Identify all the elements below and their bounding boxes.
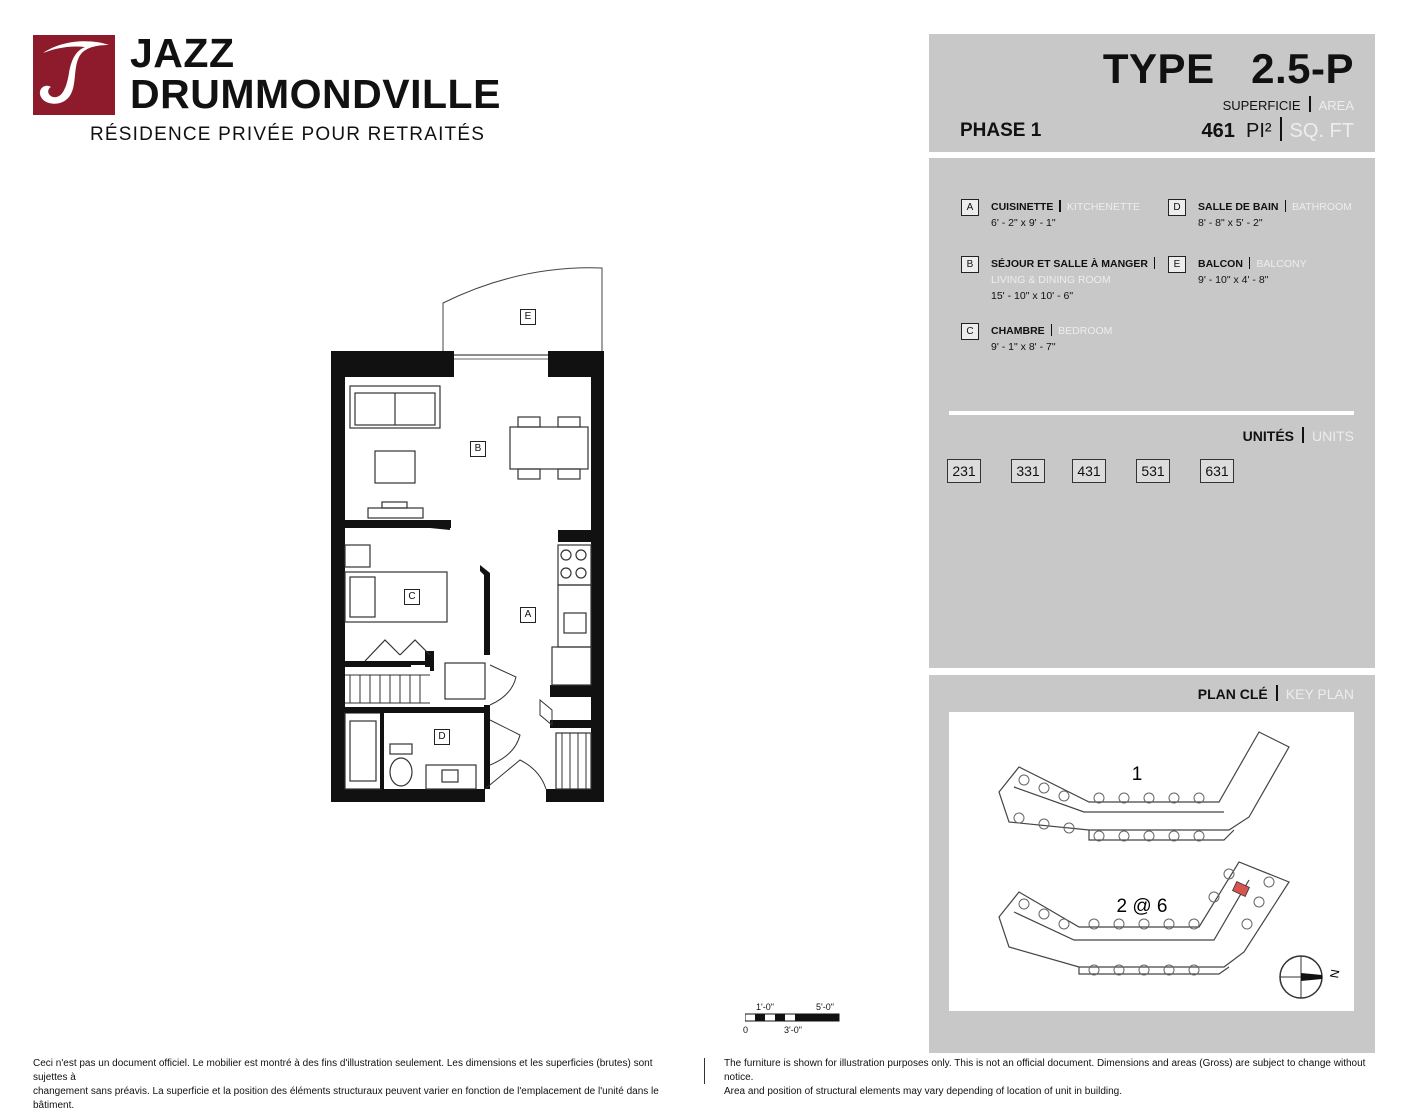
room-dims: 15' - 10" x 10' - 6"	[991, 290, 1074, 302]
room-name-fr: CUISINETTE	[991, 201, 1054, 213]
room-dims: 6' - 2" x 9' - 1"	[991, 217, 1056, 229]
scale-label: 1'-0"	[756, 1002, 774, 1012]
unit-number[interactable]: 331	[1011, 459, 1045, 483]
room-letter: C	[961, 323, 979, 340]
logo-mark	[33, 35, 115, 115]
building-2-outline	[999, 862, 1289, 974]
unit-type-title	[1103, 44, 1354, 94]
svg-text:N: N	[1327, 968, 1343, 980]
keyplan-label-en: KEY PLAN	[1285, 686, 1354, 702]
room-name-fr: SALLE DE BAIN	[1198, 201, 1279, 213]
room-dims: 9' - 10" x 4' - 8"	[1198, 274, 1269, 286]
keyplan-label-fr: PLAN CLÉ	[1197, 686, 1268, 702]
logo-name-line1: JAZZ	[130, 30, 235, 76]
unit-number[interactable]: 231	[947, 459, 981, 483]
plan-label-a: A	[520, 607, 536, 623]
plan-label-c: C	[404, 589, 420, 605]
area-value: 461	[1201, 120, 1235, 142]
room-name-en: KITCHENETTE	[1066, 201, 1140, 213]
area-label-en: AREA	[1318, 98, 1354, 113]
divider	[1280, 117, 1282, 141]
footer-divider	[704, 1058, 705, 1084]
phase-label: PHASE 1	[960, 120, 1042, 141]
unit-number[interactable]: 631	[1200, 459, 1234, 483]
room-letter: A	[961, 199, 979, 216]
room-name-en: BEDROOM	[1058, 325, 1113, 337]
room-dims: 9' - 1" x 8' - 7"	[991, 341, 1056, 353]
area-value-row	[1201, 117, 1354, 144]
area-unit-fr: PI²	[1245, 120, 1272, 142]
building-1-label: 1	[1131, 764, 1143, 785]
unit-number[interactable]: 531	[1136, 459, 1170, 483]
room-name-fr: SÉJOUR ET SALLE À MANGER	[991, 258, 1148, 270]
keyplan-svg	[949, 712, 1354, 1011]
area-label	[1223, 96, 1354, 114]
scale-label: 3'-0"	[784, 1025, 802, 1035]
logo-tagline: RÉSIDENCE PRIVÉE POUR RETRAITÉS	[90, 124, 486, 145]
room-dims: 8' - 8" x 5' - 2"	[1198, 217, 1263, 229]
room-letter: D	[1168, 199, 1186, 216]
units-divider	[949, 411, 1354, 415]
type-code: 2.5-P	[1251, 45, 1354, 92]
plan-label-e: E	[520, 309, 536, 325]
keyplan-drawing	[949, 712, 1354, 1011]
floor-plan	[320, 255, 620, 820]
area-label-fr: SUPERFICIE	[1222, 98, 1301, 113]
keyplan-label	[1198, 685, 1354, 703]
building-1-outline	[999, 732, 1289, 840]
room-letter: B	[961, 256, 979, 273]
scale-label: 0	[743, 1025, 749, 1035]
disclaimer-en: The furniture is shown for illustration purposes only. This is not an official document. Dimensions and areas (Gross) are subject to change without notice. Area and position of structural elements may vary depending of location of unit in building.	[724, 1058, 1366, 1097]
type-word: TYPE	[1102, 45, 1215, 92]
room-name-en: BALCONY	[1256, 258, 1307, 270]
room-name-en: LIVING & DINING ROOM	[991, 274, 1111, 286]
logo-name-line2: DRUMMONDVILLE	[130, 71, 501, 117]
units-label-fr: UNITÉS	[1242, 428, 1294, 444]
scale-label: 5'-0"	[816, 1002, 834, 1012]
area-unit-en: SQ. FT	[1289, 120, 1354, 142]
plan-label-d: D	[434, 729, 450, 745]
room-name-fr: CHAMBRE	[991, 325, 1045, 337]
units-label	[1243, 427, 1354, 445]
room-name-en: BATHROOM	[1292, 201, 1352, 213]
scale-bar-graphic	[745, 1013, 845, 1025]
building-2-label: 2 @ 6	[1116, 896, 1168, 917]
divider	[1309, 96, 1311, 112]
disclaimer-fr: Ceci n'est pas un document officiel. Le mobilier est montré à des fins d'illustration seulement. Les dimensions et les superficies (brutes) sont sujettes à changement sans préavis. La superficie et la position des éléments structuraux peuvent varier en fonction de l'emplacement de l'unité dans le bâtiment.	[33, 1058, 659, 1111]
plan-label-b: B	[470, 441, 486, 457]
room-name-fr: BALCON	[1198, 258, 1243, 270]
units-label-en: UNITS	[1312, 428, 1354, 444]
north-arrow-icon	[1280, 956, 1342, 998]
logo-swirl-icon	[33, 35, 115, 115]
room-letter: E	[1168, 256, 1186, 273]
unit-number[interactable]: 431	[1072, 459, 1106, 483]
floor-plan-svg	[320, 255, 620, 815]
